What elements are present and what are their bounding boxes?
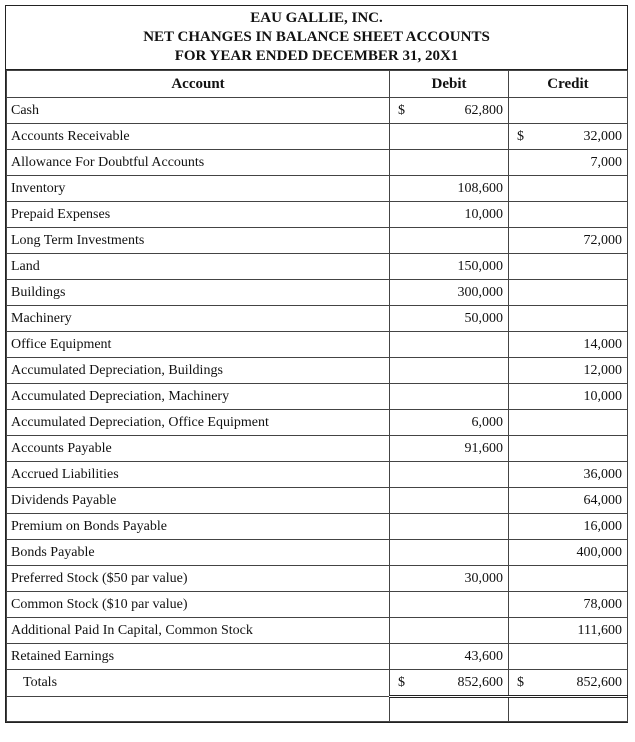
table-row xyxy=(7,176,628,202)
credit-cell xyxy=(509,436,628,462)
dollar-sign: $ xyxy=(398,102,405,118)
debit-value: 50,000 xyxy=(464,310,503,326)
account-name: Bonds Payable xyxy=(7,540,390,566)
account-name: Accumulated Depreciation, Machinery xyxy=(7,384,390,410)
credit-cell xyxy=(509,358,628,384)
account-name: Long Term Investments xyxy=(7,228,390,254)
account-name: Accounts Payable xyxy=(7,436,390,462)
dollar-sign: $ xyxy=(517,128,524,144)
totals-credit xyxy=(509,670,628,697)
statement-header xyxy=(6,6,627,70)
debit-value: 91,600 xyxy=(464,440,503,456)
account-name: Cash xyxy=(7,98,390,124)
account-column-header: Account xyxy=(7,71,390,98)
statement-period: FOR YEAR ENDED DECEMBER 31, 20X1 xyxy=(174,48,459,64)
table-header-row xyxy=(7,71,628,98)
debit-value: 6,000 xyxy=(471,414,503,430)
debit-cell xyxy=(390,462,509,488)
debit-value: 62,800 xyxy=(464,102,503,118)
debit-cell xyxy=(390,592,509,618)
account-name: Premium on Bonds Payable xyxy=(7,514,390,540)
debit-cell xyxy=(390,410,509,436)
table-row xyxy=(7,384,628,410)
debit-column-header: Debit xyxy=(390,71,509,98)
credit-value: 78,000 xyxy=(583,596,622,612)
debit-cell xyxy=(390,332,509,358)
table-row xyxy=(7,332,628,358)
table-row xyxy=(7,410,628,436)
credit-value: 36,000 xyxy=(583,466,622,482)
credit-cell xyxy=(509,280,628,306)
debit-cell xyxy=(390,618,509,644)
table-row xyxy=(7,228,628,254)
credit-cell xyxy=(509,462,628,488)
table-row xyxy=(7,540,628,566)
table-row xyxy=(7,358,628,384)
accounts-table xyxy=(6,70,628,722)
credit-cell xyxy=(509,98,628,124)
totals-credit-value: 852,600 xyxy=(576,674,622,690)
debit-cell xyxy=(390,384,509,410)
totals-debit-value: 852,600 xyxy=(457,674,503,690)
table-row xyxy=(7,150,628,176)
account-name: Dividends Payable xyxy=(7,488,390,514)
debit-cell xyxy=(390,228,509,254)
debit-cell xyxy=(390,566,509,592)
debit-value: 150,000 xyxy=(457,258,503,274)
statement-title: NET CHANGES IN BALANCE SHEET ACCOUNTS xyxy=(143,29,490,45)
credit-value: 400,000 xyxy=(576,544,622,560)
debit-cell xyxy=(390,358,509,384)
debit-cell xyxy=(390,280,509,306)
debit-value: 43,600 xyxy=(464,648,503,664)
debit-cell xyxy=(390,176,509,202)
credit-cell xyxy=(509,176,628,202)
credit-cell xyxy=(509,488,628,514)
debit-cell xyxy=(390,150,509,176)
dollar-sign: $ xyxy=(517,674,524,690)
dollar-sign: $ xyxy=(398,674,405,690)
account-name: Retained Earnings xyxy=(7,644,390,670)
blank-row xyxy=(7,697,628,722)
credit-value: 111,600 xyxy=(577,622,622,638)
table-row xyxy=(7,124,628,150)
account-name: Common Stock ($10 par value) xyxy=(7,592,390,618)
company-name: EAU GALLIE, INC. xyxy=(250,10,383,26)
credit-cell xyxy=(509,618,628,644)
credit-value: 64,000 xyxy=(583,492,622,508)
table-row xyxy=(7,202,628,228)
credit-cell xyxy=(509,540,628,566)
credit-value: 72,000 xyxy=(583,232,622,248)
blank-cell xyxy=(509,697,628,722)
table-row xyxy=(7,306,628,332)
debit-cell xyxy=(390,488,509,514)
table-row xyxy=(7,254,628,280)
credit-cell xyxy=(509,306,628,332)
credit-value: 14,000 xyxy=(583,336,622,352)
account-name: Prepaid Expenses xyxy=(7,202,390,228)
account-name: Office Equipment xyxy=(7,332,390,358)
table-body xyxy=(7,98,628,670)
blank-cell xyxy=(7,697,390,722)
debit-cell xyxy=(390,306,509,332)
credit-cell xyxy=(509,124,628,150)
account-name: Inventory xyxy=(7,176,390,202)
credit-cell xyxy=(509,202,628,228)
totals-label: Totals xyxy=(7,670,390,697)
debit-cell xyxy=(390,124,509,150)
statement-sheet xyxy=(5,5,628,723)
table-row xyxy=(7,280,628,306)
account-name: Additional Paid In Capital, Common Stock xyxy=(7,618,390,644)
credit-cell xyxy=(509,228,628,254)
debit-cell xyxy=(390,436,509,462)
account-name: Buildings xyxy=(7,280,390,306)
credit-cell xyxy=(509,410,628,436)
credit-cell xyxy=(509,150,628,176)
table-row xyxy=(7,98,628,124)
credit-cell xyxy=(509,566,628,592)
debit-cell xyxy=(390,98,509,124)
debit-cell xyxy=(390,514,509,540)
credit-cell xyxy=(509,592,628,618)
debit-cell xyxy=(390,644,509,670)
totals-row xyxy=(7,670,628,697)
account-name: Accounts Receivable xyxy=(7,124,390,150)
totals-debit xyxy=(390,670,509,697)
account-name: Land xyxy=(7,254,390,280)
credit-value: 32,000 xyxy=(583,128,622,144)
table-row xyxy=(7,436,628,462)
debit-value: 30,000 xyxy=(464,570,503,586)
debit-cell xyxy=(390,254,509,280)
account-name: Accrued Liabilities xyxy=(7,462,390,488)
account-name: Allowance For Doubtful Accounts xyxy=(7,150,390,176)
account-name: Preferred Stock ($50 par value) xyxy=(7,566,390,592)
table-row xyxy=(7,462,628,488)
table-row xyxy=(7,644,628,670)
table-row xyxy=(7,488,628,514)
credit-value: 10,000 xyxy=(583,388,622,404)
table-row xyxy=(7,566,628,592)
debit-value: 108,600 xyxy=(457,180,503,196)
credit-cell xyxy=(509,254,628,280)
credit-cell xyxy=(509,514,628,540)
credit-value: 16,000 xyxy=(583,518,622,534)
credit-cell xyxy=(509,332,628,358)
debit-cell xyxy=(390,202,509,228)
debit-value: 300,000 xyxy=(457,284,503,300)
blank-cell xyxy=(390,697,509,722)
account-name: Accumulated Depreciation, Buildings xyxy=(7,358,390,384)
account-name: Accumulated Depreciation, Office Equipment xyxy=(7,410,390,436)
debit-value: 10,000 xyxy=(464,206,503,222)
credit-cell xyxy=(509,644,628,670)
credit-cell xyxy=(509,384,628,410)
table-row xyxy=(7,592,628,618)
credit-column-header: Credit xyxy=(509,71,628,98)
table-row xyxy=(7,618,628,644)
credit-value: 7,000 xyxy=(590,154,622,170)
debit-cell xyxy=(390,540,509,566)
account-name: Machinery xyxy=(7,306,390,332)
table-row xyxy=(7,514,628,540)
credit-value: 12,000 xyxy=(583,362,622,378)
